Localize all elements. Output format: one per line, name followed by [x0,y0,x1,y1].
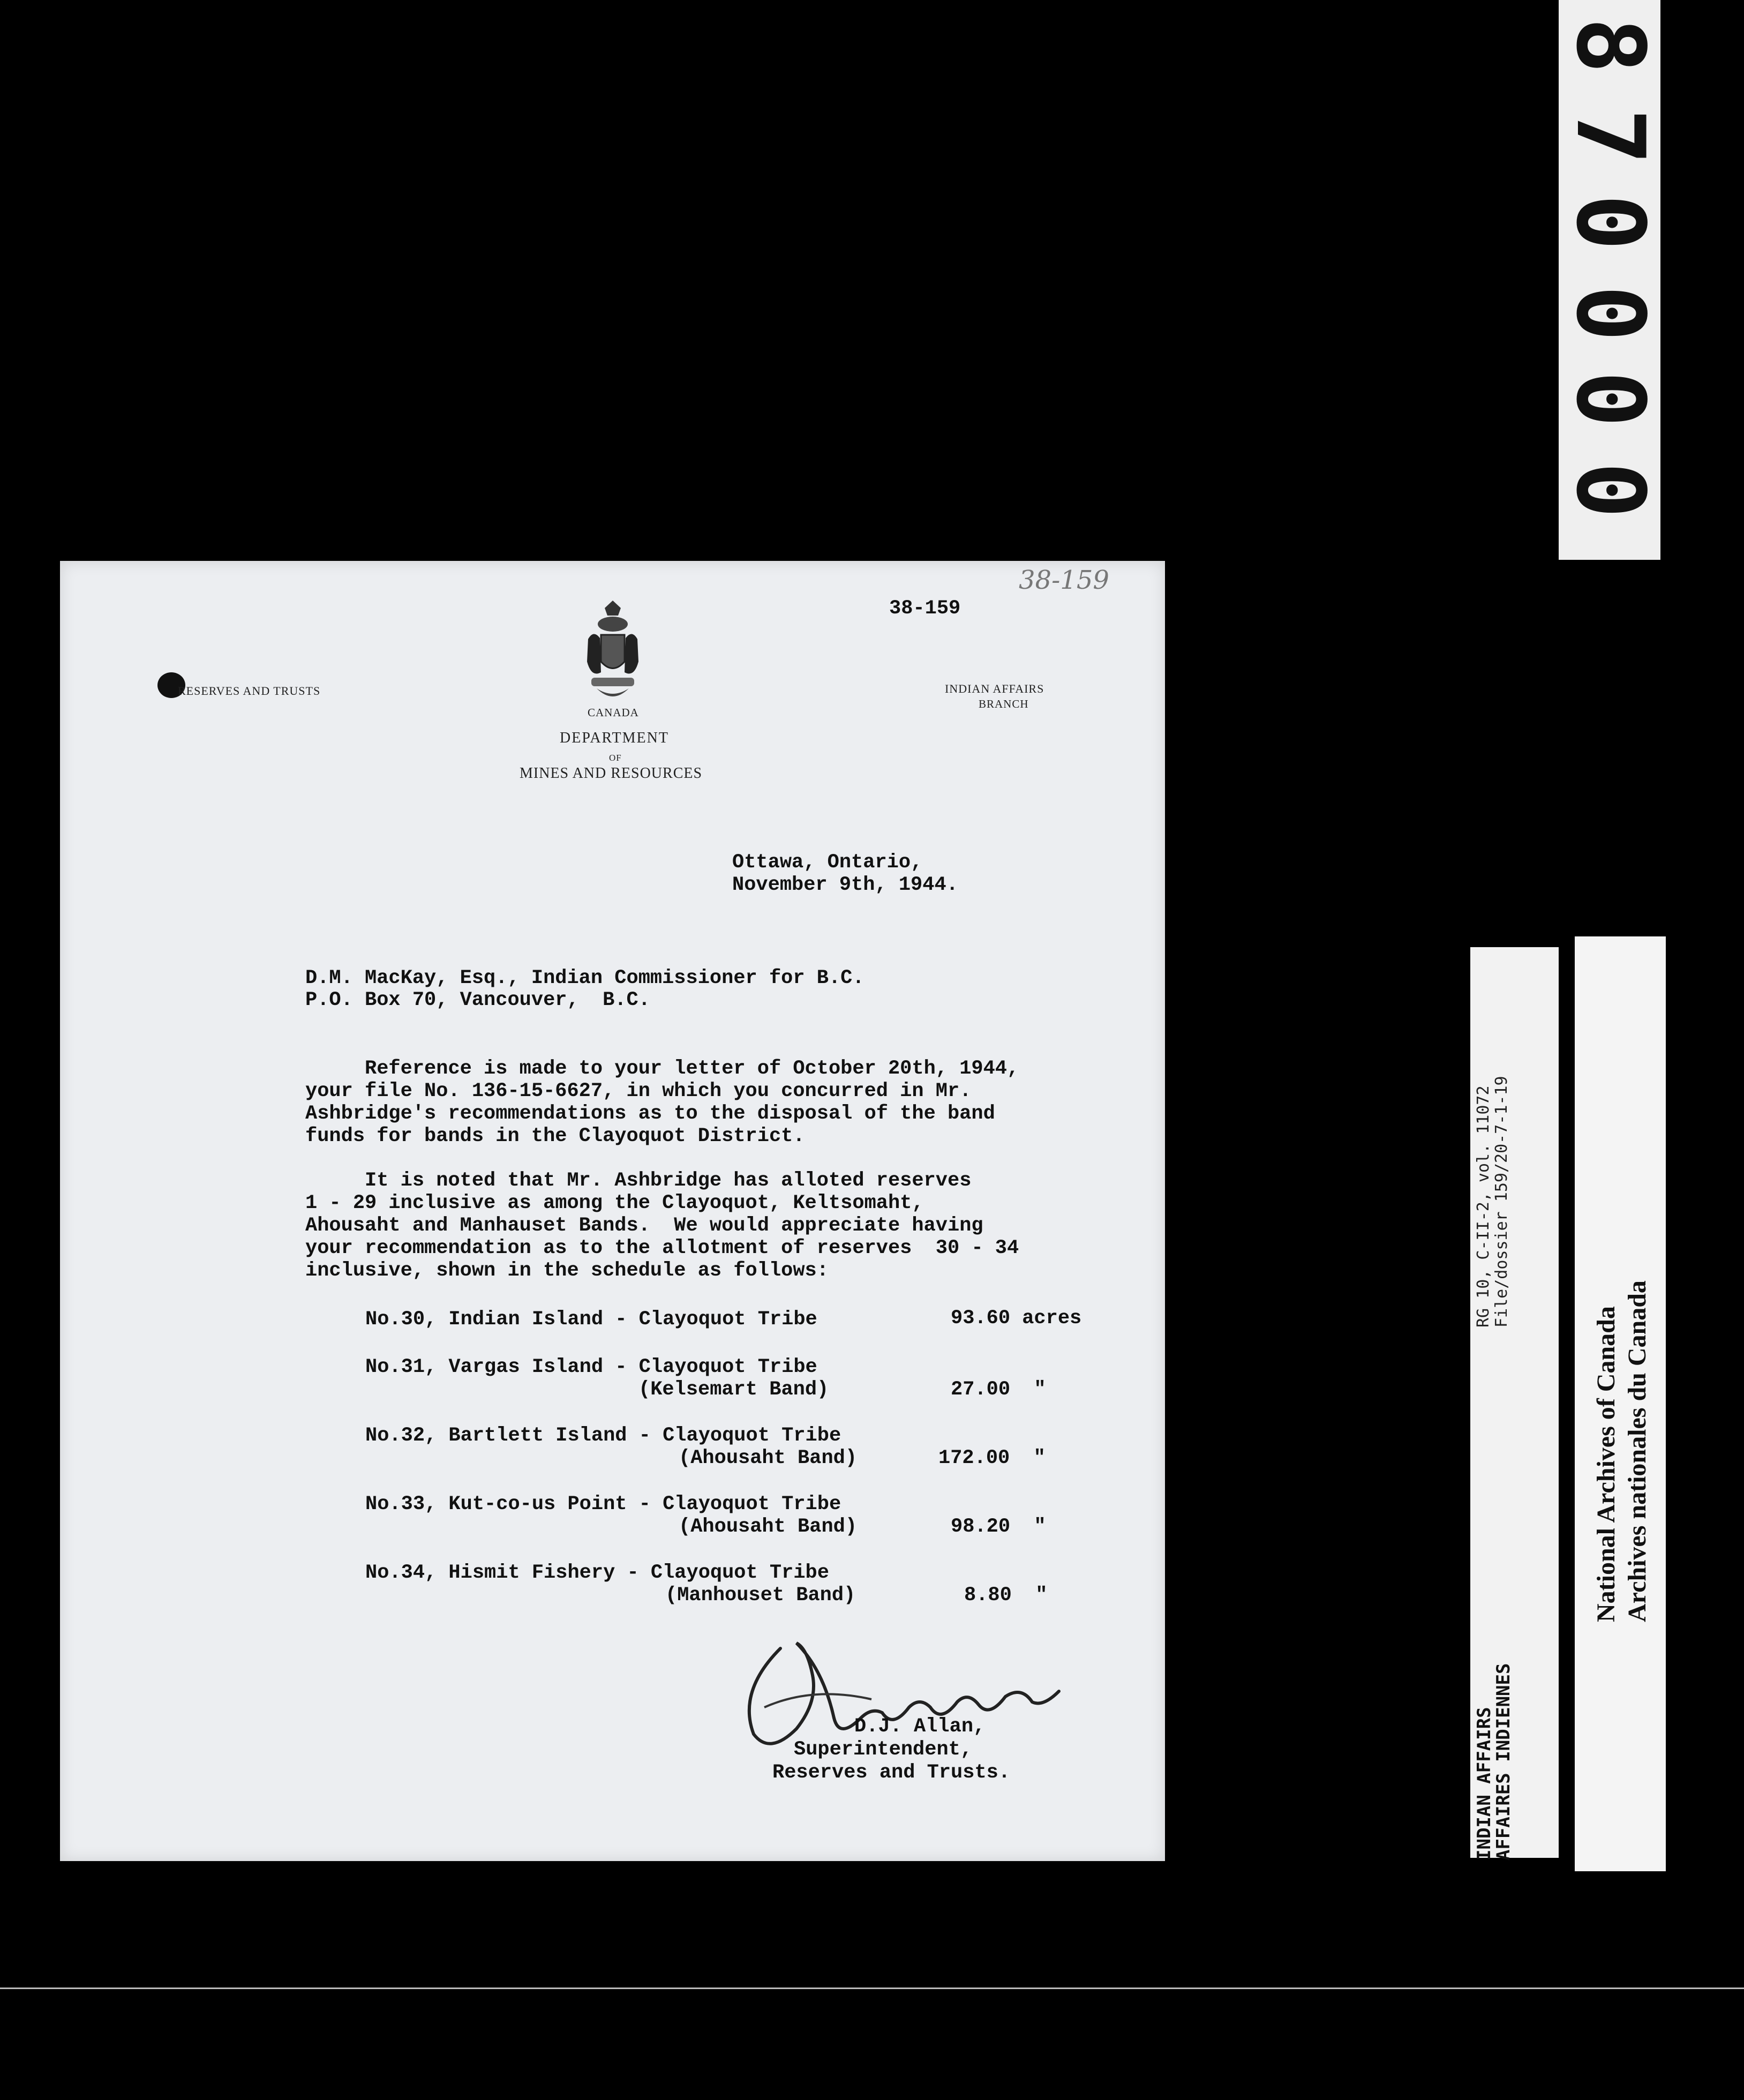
frame-digit: 0 [1555,285,1664,342]
schedule-reserve-33: No.33, Kut-co-us Point - Clayoquot Tribe [365,1493,841,1516]
paragraph-2-line: 1 - 29 inclusive as among the Clayoquot, Keltsomaht, [305,1192,924,1214]
paragraph-2-line: It is noted that Mr. Ashbridge has alloted reserves [305,1169,972,1192]
department-section-header: RESERVES AND TRUSTS [178,684,321,698]
schedule-reserve-30: No.30, Indian Island - Clayoquot Tribe [365,1308,817,1331]
signature-title-1: Superintendent, [794,1738,973,1761]
label-ia-line-2: AFFAIRES INDIENNES [1493,1663,1514,1861]
frame-number-strip [1555,0,1664,560]
letter-place: Ottawa, Ontario, [732,851,923,874]
label-ia-ref-1: RG 10, C-II-2, vol. 11072 [1474,1085,1493,1328]
paragraph-2-line: your recommendation as to the allotment of reserves 30 - 34 [305,1237,1019,1259]
schedule-band-33: (Ahousaht Band) [679,1516,858,1538]
letter-date: November 9th, 1944. [732,874,958,896]
addressee-line-2: P.O. Box 70, Vancouver, B.C. [305,989,650,1011]
paragraph-1-line: funds for bands in the Clayoquot District. [305,1125,805,1148]
schedule-amount-30: 93.60 acres [951,1307,1082,1330]
paragraph-1-line: Ashbridge's recommendations as to the disposal of the band [305,1102,995,1125]
crest-caption: CANADA [588,706,639,719]
schedule-amount-31: 27.00 " [951,1378,1046,1401]
archive-reference-label [1470,947,1559,1861]
label-ia-line-1: INDIAN AFFAIRS [1474,1707,1495,1861]
file-number: 38-159 [889,597,961,620]
signature-name: D.J. Allan, [854,1715,986,1738]
frame-digit: 0 [1555,194,1664,251]
schedule-band-34: (Manhouset Band) [665,1584,856,1607]
department-line-1: DEPARTMENT [560,730,669,746]
schedule-reserve-32: No.32, Bartlett Island - Clayoquot Tribe [365,1424,841,1447]
schedule-reserve-34: No.34, Hismit Fishery - Clayoquot Tribe [365,1562,829,1584]
paragraph-2-line: inclusive, shown in the schedule as follows: [305,1259,829,1282]
frame-digit: 7 [1555,108,1664,165]
letter-page [60,561,1165,1861]
label-na-line-1: National Archives of Canada [1592,1306,1620,1622]
branch-header-line-2: BRANCH [979,698,1029,710]
paragraph-2-line: Ahousaht and Manhauset Bands. We would appreciate having [305,1214,983,1237]
signature-title-2: Reserves and Trusts. [772,1761,1011,1784]
film-edge-line [0,1988,1744,1989]
department-line-3: MINES AND RESOURCES [520,765,703,782]
schedule-band-31: (Kelsemart Band) [638,1378,829,1401]
schedule-amount-33: 98.20 " [951,1516,1046,1538]
handwritten-file-annotation: 38-159 [1019,565,1109,595]
schedule-amount-32: 172.00 " [938,1447,1046,1469]
schedule-band-32: (Ahousaht Band) [679,1447,858,1469]
label-ia-ref-2: File/dossier 159/20-7-1-19 [1492,1076,1511,1328]
addressee-line-1: D.M. MacKay, Esq., Indian Commissioner for B.C. [305,967,865,989]
label-na-line-2: Archives nationales du Canada [1623,1280,1651,1622]
branch-header-line-1: INDIAN AFFAIRS [945,682,1044,695]
department-line-2: OF [609,753,622,763]
frame-digit: 8 [1555,17,1664,74]
frame-digit: 0 [1555,371,1664,428]
frame-digit: 0 [1555,462,1664,519]
paragraph-1-line: your file No. 136-15-6627, in which you concurred in Mr. [305,1080,972,1102]
schedule-reserve-31: No.31, Vargas Island - Clayoquot Tribe [365,1356,817,1378]
national-archives-label [1575,936,1666,1871]
schedule-amount-34: 8.80 " [964,1584,1048,1607]
paragraph-1-line: Reference is made to your letter of October 20th, 1944, [305,1058,1019,1080]
